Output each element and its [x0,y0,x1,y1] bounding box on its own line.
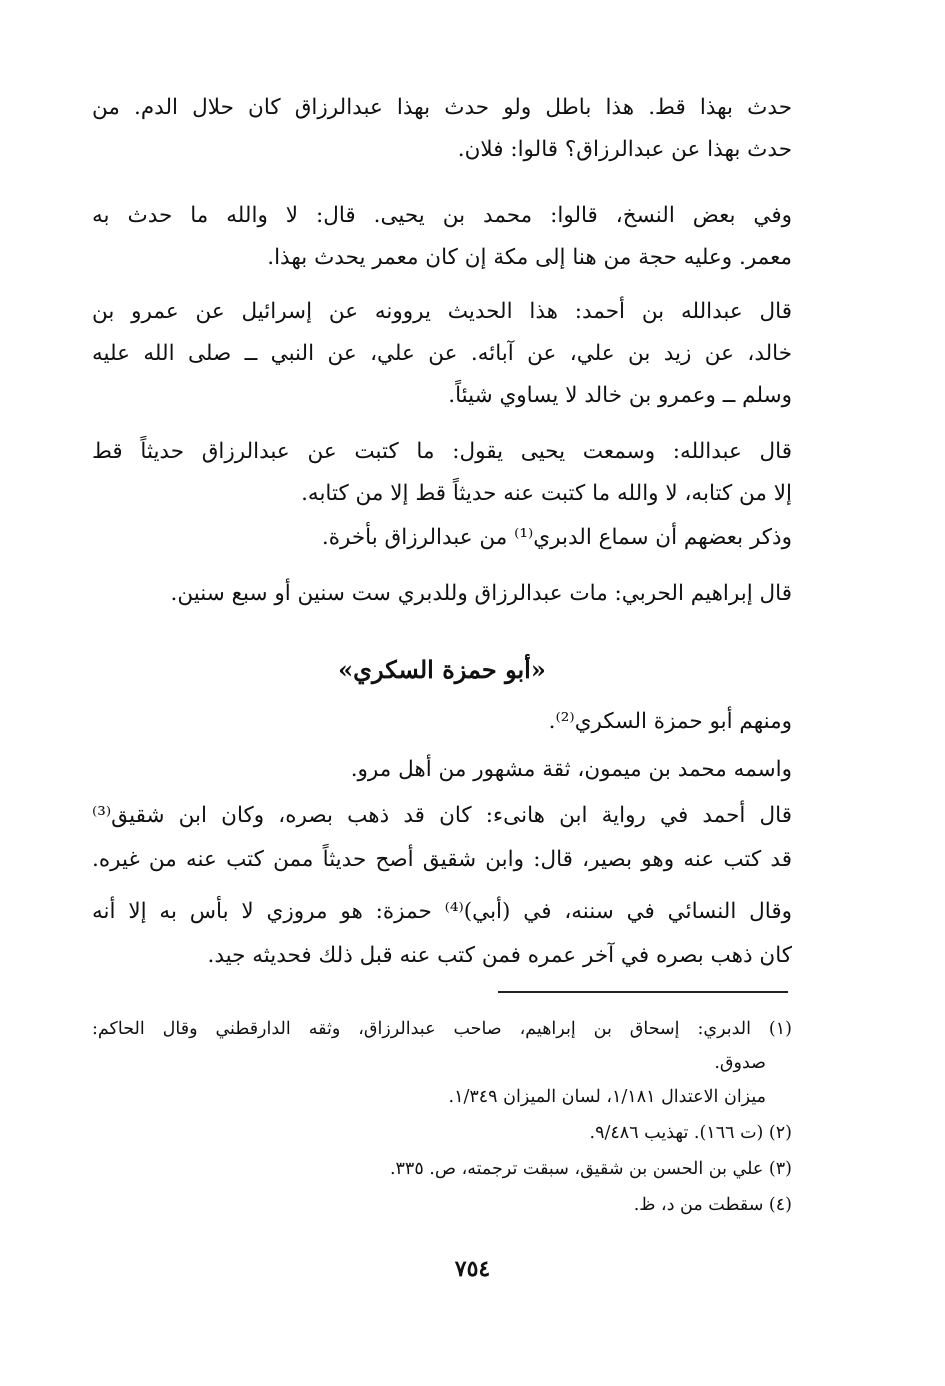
footnote-separator [498,991,788,993]
text-line: كان ذهب بصره في آخر عمره فمن كتب عنه قبل ذلك فحديثه جيد. [207,943,792,968]
section-heading: «أبو حمزة السكري» [338,655,546,684]
footnote-line: (١) الدبري: إسحاق بن إبراهيم، صاحب عبدالرزاق، وثقه الدارقطني وقال الحاكم: [92,1019,792,1039]
text-line: قال أحمد في رواية ابن هانىء: كان قد ذهب بصره، وكان ابن شقيق⁽³⁾ [92,803,792,828]
text-line: حدث بهذا قط. هذا باطل ولو حدث بهذا عبدالرزاق كان حلال الدم. من [92,95,792,120]
text-line: إلا من كتابه، لا والله ما كتبت عنه حديثاً قط إلا من كتابه. [301,481,792,506]
text-line: وسلم ــ وعمرو بن خالد لا يساوي شيئاً. [448,383,792,408]
text-line: وفي بعض النسخ، قالوا: محمد بن يحيى. قال: لا والله ما حدث به [92,203,792,228]
footnote-line: صدوق. [714,1053,766,1073]
text-line: قال إبراهيم الحربي: مات عبدالرزاق وللدبري ست سنين أو سبع سنين. [170,581,792,606]
page-number: ٧٥٤ [454,1256,491,1282]
footnote-line: (٢) (ت ١٦٦). تهذيب ٩/٤٨٦. [589,1123,792,1143]
text-line: وذكر بعضهم أن سماع الدبري⁽¹⁾ من عبدالرزاق بأخرة. [321,525,792,550]
text-line: خالد، عن زيد بن علي، عن آبائه. عن علي، عن النبي ــ صلى الله عليه [92,341,792,366]
text-line: قد كتب عنه وهو بصير، قال: وابن شقيق أصح حديثاً ممن كتب عنه من غيره. [92,847,792,872]
text-line: حدث بهذا عن عبدالرزاق؟ قالوا: فلان. [457,137,792,162]
text-line: قال عبدالله بن أحمد: هذا الحديث يروونه عن إسرائيل عن عمرو بن [92,299,792,324]
footnote-line: (٣) علي بن الحسن بن شقيق، سبقت ترجمته، ص. ٣٣٥. [389,1159,792,1179]
text-line: معمر. وعليه حجة من هنا إلى مكة إن كان معمر يحدث بهذا. [267,245,792,270]
text-line: ومنهم أبو حمزة السكري⁽²⁾. [548,709,792,734]
text-line: قال عبدالله: وسمعت يحيى يقول: ما كتبت عن عبدالرزاق حديثاً قط [92,439,792,464]
footnote-line: ميزان الاعتدال ١/١٨١، لسان الميزان ١/٣٤٩. [448,1087,766,1107]
text-line: وقال النسائي في سننه، في (أبي)⁽⁴⁾ حمزة: هو مروزي لا بأس به إلا أنه [92,899,792,924]
text-line: واسمه محمد بن ميمون، ثقة مشهور من أهل مرو. [350,757,792,782]
footnote-line: (٤) سقطت من د، ظ. [633,1195,792,1215]
